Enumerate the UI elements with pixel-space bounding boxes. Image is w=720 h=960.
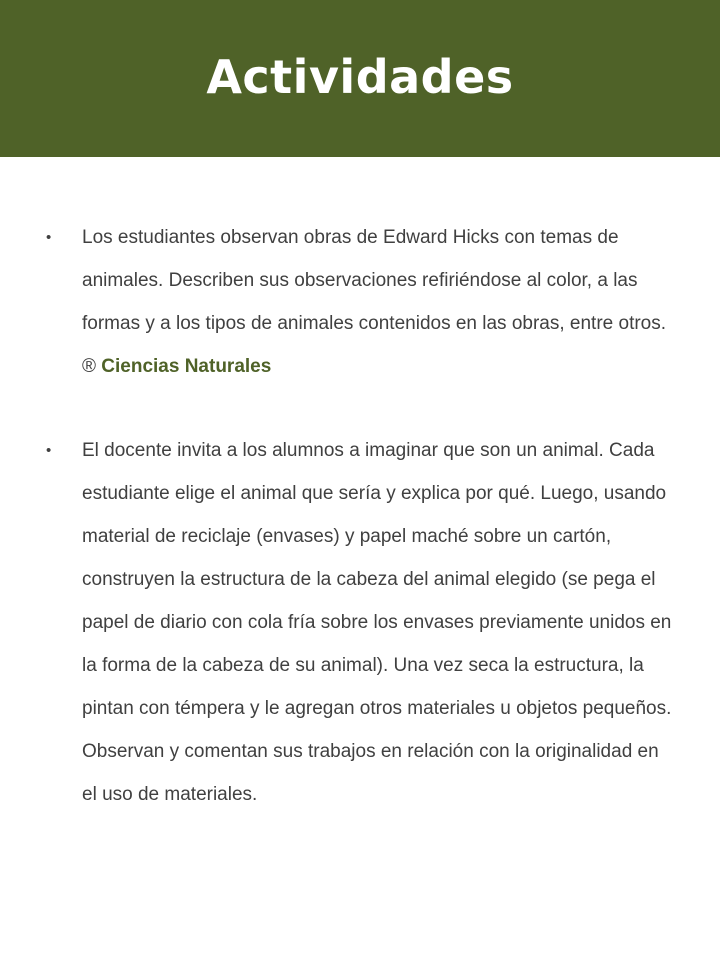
activity-list <box>46 216 676 816</box>
bullet-icon: • <box>46 229 52 246</box>
subject-tag: Ciencias Naturales <box>101 356 272 377</box>
list-item-text: Los estudiantes observan obras de Edward Hicks con temas de animales. Describen sus observaciones refiriéndose al color, a las formas y a los tipos de animales contenidos en las obras, entre otros. ® <box>82 227 667 377</box>
list-item-text: El docente invita a los alumnos a imaginar que son un animal. Cada estudiante elige el animal que sería y explica por qué. Luego, usando material de reciclaje (envases) y papel maché sobre un cartón, construyen la estructura de la cabeza del animal elegido (se pega el papel de diario con cola fría sobre los envases previamente unidos en la forma de la cabeza de su animal). Una vez seca la estructura, la pintan con témpera y le agregan otros materiales u objetos pequeños. Observan y comentan sus trabajos en relación con la originalidad en el uso de materiales. <box>82 440 672 805</box>
list-item <box>46 429 676 816</box>
title-banner <box>0 0 720 157</box>
list-item <box>46 216 676 388</box>
page-title: Actividades <box>206 49 514 104</box>
bullet-icon: • <box>46 442 52 459</box>
